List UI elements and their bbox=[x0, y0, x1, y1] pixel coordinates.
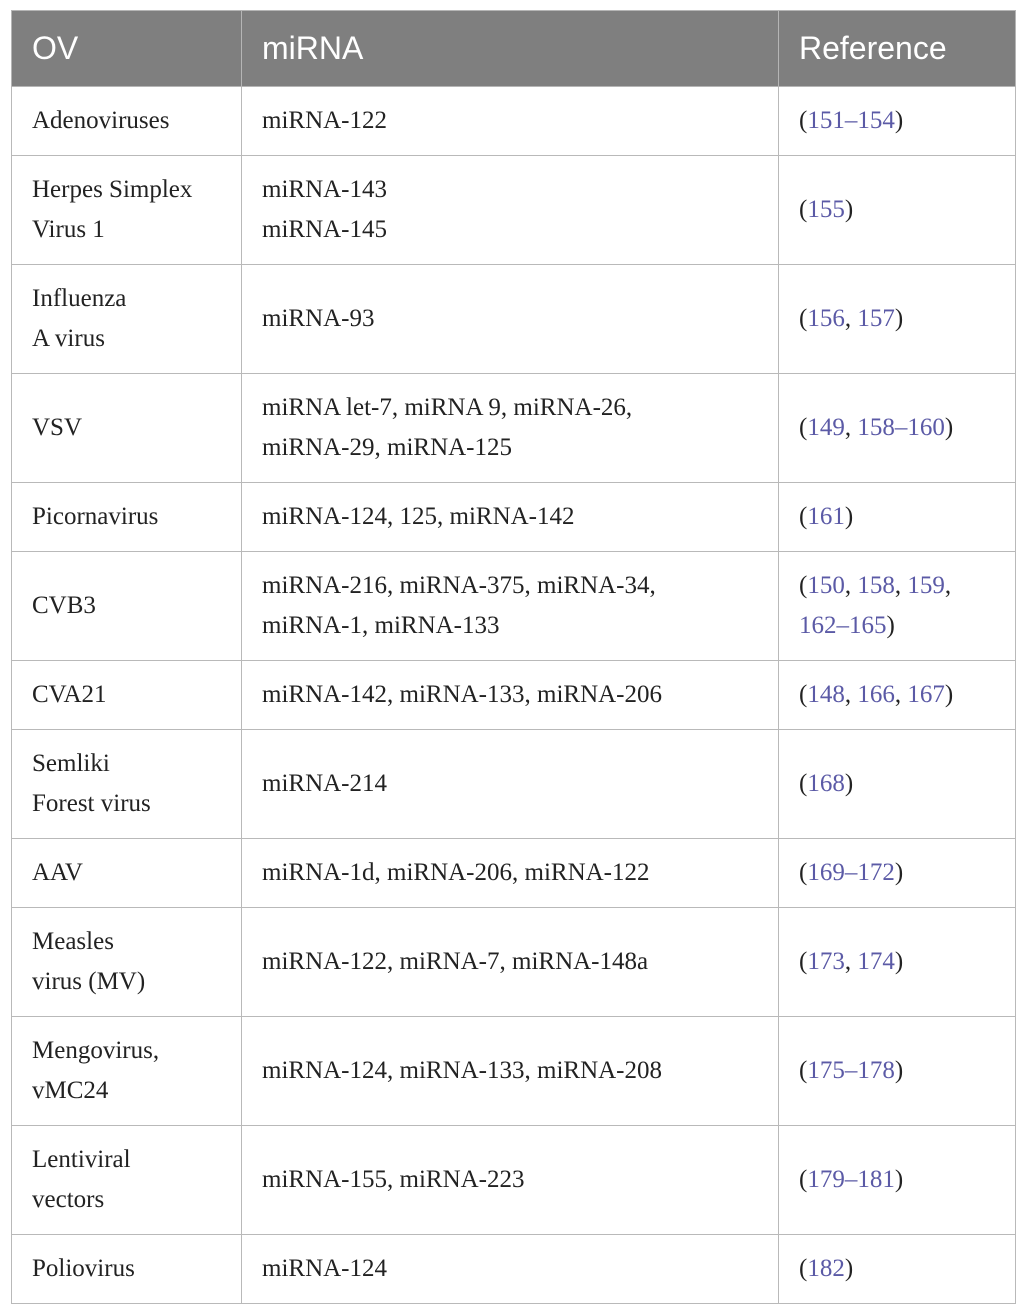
reference-link[interactable]: 157 bbox=[857, 305, 895, 332]
reference-punctuation: ) bbox=[894, 859, 904, 886]
mirna-cell bbox=[242, 1235, 779, 1304]
reference-punctuation: , bbox=[844, 572, 858, 599]
mirna-line: miRNA-1, miRNA-133 bbox=[262, 612, 500, 639]
reference-punctuation: ) bbox=[894, 107, 904, 134]
table-row bbox=[12, 1017, 1016, 1126]
ov-name-line: Measles bbox=[32, 928, 114, 955]
mirna-cell bbox=[242, 661, 779, 730]
ov-name-line: Mengovirus, bbox=[32, 1037, 160, 1064]
table-row bbox=[12, 730, 1016, 839]
reference-punctuation: ( bbox=[799, 948, 808, 975]
mirna-cell bbox=[242, 839, 779, 908]
header-row bbox=[12, 11, 1016, 87]
ov-mirna-table bbox=[11, 10, 1016, 1304]
reference-link[interactable]: 158–160 bbox=[857, 414, 945, 441]
mirna-line: miRNA let-7, miRNA 9, miRNA-26, bbox=[262, 394, 633, 421]
reference-link[interactable]: 182 bbox=[807, 1255, 845, 1282]
reference-cell bbox=[779, 1126, 1016, 1235]
reference-link[interactable]: 169–172 bbox=[807, 859, 895, 886]
mirna-cell bbox=[242, 1126, 779, 1235]
mirna-line: miRNA-29, miRNA-125 bbox=[262, 434, 512, 461]
reference-punctuation: ) bbox=[944, 414, 954, 441]
table-row bbox=[12, 156, 1016, 265]
reference-punctuation: ( bbox=[799, 859, 808, 886]
ov-name-line: vMC24 bbox=[32, 1077, 109, 1104]
reference-punctuation: ( bbox=[799, 770, 808, 797]
reference-link[interactable]: 158 bbox=[857, 572, 895, 599]
ov-name-line: Lentiviral bbox=[32, 1146, 131, 1173]
ov-name-line: AAV bbox=[32, 859, 83, 886]
reference-cell bbox=[779, 374, 1016, 483]
reference-link[interactable]: 166 bbox=[857, 681, 895, 708]
ov-name-line: Semliki bbox=[32, 750, 110, 777]
mirna-line: miRNA-145 bbox=[262, 216, 387, 243]
reference-punctuation: ) bbox=[894, 1057, 904, 1084]
reference-punctuation: ( bbox=[799, 1166, 808, 1193]
reference-link[interactable]: 159 bbox=[907, 572, 945, 599]
ov-name-line: Influenza bbox=[32, 285, 127, 312]
reference-punctuation: ) bbox=[844, 770, 854, 797]
table-body bbox=[12, 87, 1016, 1304]
reference-link[interactable]: 167 bbox=[907, 681, 945, 708]
reference-link[interactable]: 174 bbox=[857, 948, 895, 975]
header-reference: Reference bbox=[779, 11, 1016, 87]
reference-link[interactable]: 173 bbox=[807, 948, 845, 975]
ov-name-line: Poliovirus bbox=[32, 1255, 135, 1282]
reference-link[interactable]: 161 bbox=[807, 503, 845, 530]
mirna-cell bbox=[242, 265, 779, 374]
ov-cell bbox=[12, 1126, 242, 1235]
table-row bbox=[12, 1126, 1016, 1235]
mirna-cell bbox=[242, 156, 779, 265]
reference-cell bbox=[779, 265, 1016, 374]
header-mirna: miRNA bbox=[242, 11, 779, 87]
reference-punctuation: , bbox=[894, 681, 908, 708]
reference-cell bbox=[779, 156, 1016, 265]
table-row bbox=[12, 374, 1016, 483]
ov-name-line: VSV bbox=[32, 414, 83, 441]
mirna-line: miRNA-216, miRNA-375, miRNA-34, bbox=[262, 572, 656, 599]
ov-cell bbox=[12, 87, 242, 156]
mirna-cell bbox=[242, 483, 779, 552]
ov-name-line: Picornavirus bbox=[32, 503, 159, 530]
reference-link[interactable]: 156 bbox=[807, 305, 845, 332]
table-row bbox=[12, 661, 1016, 730]
mirna-line: miRNA-93 bbox=[262, 305, 375, 332]
ov-name-line: vectors bbox=[32, 1186, 105, 1213]
reference-punctuation: ) bbox=[844, 1255, 854, 1282]
ov-cell bbox=[12, 661, 242, 730]
reference-link[interactable]: 151–154 bbox=[807, 107, 895, 134]
reference-cell bbox=[779, 552, 1016, 661]
table-row bbox=[12, 1235, 1016, 1304]
ov-name-line: CVA21 bbox=[32, 681, 107, 708]
reference-link[interactable]: 175–178 bbox=[807, 1057, 895, 1084]
mirna-cell bbox=[242, 730, 779, 839]
reference-punctuation: ) bbox=[886, 612, 895, 639]
reference-cell bbox=[779, 1235, 1016, 1304]
reference-punctuation: , bbox=[844, 414, 858, 441]
table-row bbox=[12, 839, 1016, 908]
reference-punctuation: ( bbox=[799, 1255, 808, 1282]
ov-cell bbox=[12, 908, 242, 1017]
reference-punctuation: ( bbox=[799, 305, 808, 332]
reference-punctuation: , bbox=[894, 572, 908, 599]
reference-punctuation: ( bbox=[799, 1057, 808, 1084]
mirna-line: miRNA-124, miRNA-133, miRNA-208 bbox=[262, 1057, 662, 1084]
ov-cell bbox=[12, 552, 242, 661]
table-row bbox=[12, 483, 1016, 552]
ov-cell bbox=[12, 374, 242, 483]
reference-punctuation: ( bbox=[799, 503, 808, 530]
table-row bbox=[12, 552, 1016, 661]
reference-punctuation: ) bbox=[944, 681, 954, 708]
reference-cell bbox=[779, 839, 1016, 908]
ov-name-line: Forest virus bbox=[32, 790, 151, 817]
reference-punctuation: ( bbox=[799, 572, 808, 599]
reference-punctuation: ) bbox=[894, 305, 904, 332]
table-row bbox=[12, 265, 1016, 374]
header-ov: OV bbox=[12, 11, 242, 87]
reference-punctuation: , bbox=[844, 948, 858, 975]
ov-name-line: Virus 1 bbox=[32, 216, 105, 243]
reference-link[interactable]: 150 bbox=[807, 572, 845, 599]
mirna-cell bbox=[242, 87, 779, 156]
reference-link[interactable]: 148 bbox=[807, 681, 845, 708]
reference-punctuation: , bbox=[944, 572, 952, 599]
mirna-line: miRNA-1d, miRNA-206, miRNA-122 bbox=[262, 859, 650, 886]
mirna-line: miRNA-214 bbox=[262, 770, 387, 797]
mirna-cell bbox=[242, 552, 779, 661]
mirna-cell bbox=[242, 374, 779, 483]
reference-cell bbox=[779, 483, 1016, 552]
reference-punctuation: ) bbox=[894, 1166, 904, 1193]
reference-punctuation: , bbox=[844, 305, 858, 332]
mirna-cell bbox=[242, 908, 779, 1017]
ov-cell bbox=[12, 483, 242, 552]
ov-name-line: virus (MV) bbox=[32, 968, 146, 995]
mirna-line: miRNA-143 bbox=[262, 176, 387, 203]
reference-link[interactable]: 155 bbox=[807, 196, 845, 223]
reference-cell bbox=[779, 661, 1016, 730]
reference-link[interactable]: 162–165 bbox=[799, 612, 887, 639]
reference-link[interactable]: 179–181 bbox=[807, 1166, 895, 1193]
reference-punctuation: ( bbox=[799, 196, 808, 223]
mirna-line: miRNA-124, 125, miRNA-142 bbox=[262, 503, 575, 530]
ov-name-line: A virus bbox=[32, 325, 105, 352]
reference-punctuation: , bbox=[844, 681, 858, 708]
ov-cell bbox=[12, 1235, 242, 1304]
reference-punctuation: ( bbox=[799, 107, 808, 134]
table-row bbox=[12, 908, 1016, 1017]
table-header bbox=[12, 11, 1016, 87]
reference-punctuation: ) bbox=[894, 948, 904, 975]
reference-cell bbox=[779, 908, 1016, 1017]
reference-punctuation: ( bbox=[799, 681, 808, 708]
ov-cell bbox=[12, 265, 242, 374]
ov-cell bbox=[12, 730, 242, 839]
mirna-line: miRNA-142, miRNA-133, miRNA-206 bbox=[262, 681, 662, 708]
ov-cell bbox=[12, 156, 242, 265]
reference-cell bbox=[779, 1017, 1016, 1126]
reference-cell bbox=[779, 730, 1016, 839]
ov-name-line: Adenoviruses bbox=[32, 107, 170, 134]
reference-punctuation: ) bbox=[844, 503, 854, 530]
table-row bbox=[12, 87, 1016, 156]
reference-link[interactable]: 168 bbox=[807, 770, 845, 797]
mirna-line: miRNA-124 bbox=[262, 1255, 387, 1282]
reference-cell bbox=[779, 87, 1016, 156]
ov-name-line: Herpes Simplex bbox=[32, 176, 193, 203]
reference-punctuation: ( bbox=[799, 414, 808, 441]
reference-punctuation: ) bbox=[844, 196, 854, 223]
ov-cell bbox=[12, 1017, 242, 1126]
mirna-line: miRNA-122, miRNA-7, miRNA-148a bbox=[262, 948, 649, 975]
ov-name-line: CVB3 bbox=[32, 592, 96, 619]
mirna-cell bbox=[242, 1017, 779, 1126]
reference-link[interactable]: 149 bbox=[807, 414, 845, 441]
mirna-line: miRNA-155, miRNA-223 bbox=[262, 1166, 525, 1193]
ov-cell bbox=[12, 839, 242, 908]
mirna-line: miRNA-122 bbox=[262, 107, 387, 134]
